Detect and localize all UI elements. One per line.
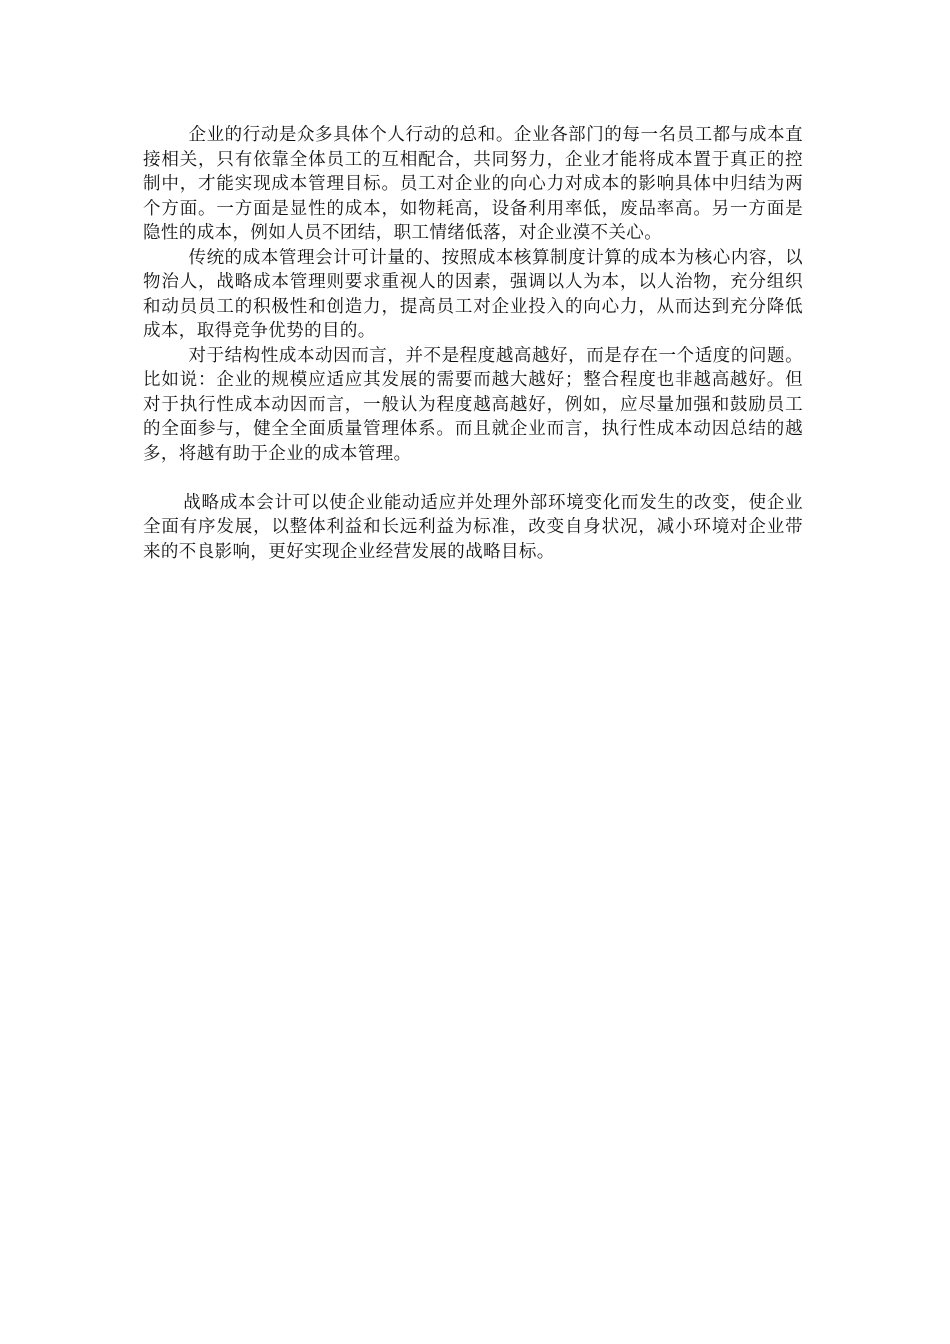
- paragraph-cost-drivers: 对于结构性成本动因而言，并不是程度越高越好，而是存在一个适度的问题。比如说：企业的规模应适应其发展的需要而越大越好；整合程度也非越高越好。但对于执行性成本动因而言，一般认为程度越高越好，例如，应尽量加强和鼓励员工的全面参与，健全全面质量管理体系。而且就企业而言，执行性成本动因总结的越多，将越有助于企业的成本管理。: [143, 345, 803, 464]
- paragraph-strategic-cost-accounting: 战略成本会计可以使企业能动适应并处理外部环境变化而发生的改变，使企业全面有序发展，以整体利益和长远利益为标准，改变自身状况，减小环境对企业带来的不良影响，更好实现企业经营发展的战略目标。: [143, 492, 803, 562]
- paragraph-employee-cohesion: 企业的行动是众多具体个人行动的总和。企业各部门的每一名员工都与成本直接相关，只有依靠全体员工的互相配合，共同努力，企业才能将成本置于真正的控制中，才能实现成本管理目标。员工对企业的向心力对成本的影响具体中归结为两个方面。一方面是显性的成本，如物耗高，设备利用率低，废品率高。另一方面是隐性的成本，例如人员不团结，职工情绪低落，对企业漠不关心。: [143, 125, 803, 243]
- document-body: [143, 123, 803, 564]
- paragraph-people-oriented: 传统的成本管理会计可计量的、按照成本核算制度计算的成本为核心内容，以物治人，战略成本管理则要求重视人的因素，强调以人为本，以人治物，充分组织和动员员工的积极性和创造力，提高员工对企业投入的向心力，从而达到充分降低成本，取得竞争优势的目的。: [143, 247, 803, 341]
